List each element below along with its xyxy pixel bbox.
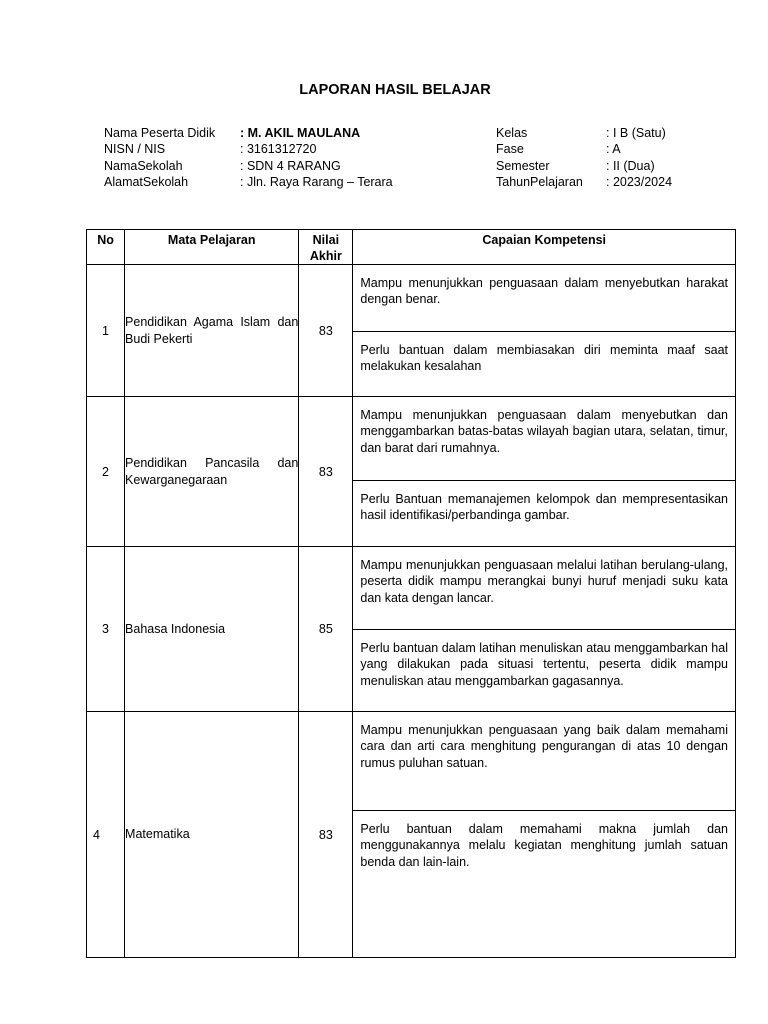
competency-needs-help: Perlu bantuan dalam latihan menuliskan atau menggambarkan hal yang dilakukan pada situasi tertentu, peserta didik mampu menuliskan atau menggambarkan gagasannya. [353,629,735,711]
table-row [87,547,736,712]
info-value: : SDN 4 RARANG [240,158,341,173]
subject-name: Pendidikan Pancasila dan Kewarganegaraan [125,397,299,547]
info-label: TahunPelajaran [496,174,583,189]
competency-cell [353,547,736,712]
subject-name: Pendidikan Agama Islam dan Budi Pekerti [125,265,299,397]
info-value: : 3161312720 [240,142,317,157]
info-row-semester [496,158,672,174]
info-row-alamat [104,174,393,190]
info-value: : I B (Satu) [606,126,666,140]
table-row [87,265,736,397]
competency-achieved: Mampu menunjukkan penguasaan yang baik dalam memahami cara dan arti cara menghitung pengurangan di atas 10 dengan rumus puluhan satuan. [360,723,728,770]
row-number: 3 [87,547,125,712]
student-info-left [104,125,393,190]
info-label: Semester [496,158,550,173]
final-score: 83 [299,265,353,397]
table-row [87,397,736,547]
subject-name: Matematika [125,712,299,958]
final-score: 83 [299,712,353,958]
row-number: 4 [87,712,125,958]
info-value: : A [606,142,621,157]
header-no: No [87,230,125,265]
info-label: NamaSekolah [104,158,183,173]
info-label: Kelas [496,126,528,140]
competency-needs-help: Perlu bantuan dalam membiasakan diri meminta maaf saat melakukan kesalahan [353,331,735,396]
final-score: 83 [299,397,353,547]
competency-cell [353,397,736,547]
student-info-right [496,125,672,190]
row-number: 2 [87,397,125,547]
competency-achieved: Mampu menunjukkan penguasaan dalam menyebutkan dan menggambarkan batas-batas wilayah bagian utara, selatan, timur, dan barat dari rumahnya. [360,408,728,455]
grades-table [86,229,736,958]
info-row-nama [104,125,393,141]
info-label: Fase [496,142,524,157]
info-row-fase [496,141,672,157]
info-value: : M. AKIL MAULANA [240,126,361,140]
competency-cell [353,265,736,397]
table-row [87,712,736,958]
competency-needs-help: Perlu Bantuan memanajemen kelompok dan mempresentasikan hasil identifikasi/perbandinga gambar. [353,480,735,546]
subject-name: Bahasa Indonesia [125,547,299,712]
header-nilai-akhir: Nilai Akhir [299,230,353,265]
table-header-row [87,230,736,265]
competency-achieved: Mampu menunjukkan penguasaan dalam menyebutkan harakat dengan benar. [360,276,728,307]
info-value: : 2023/2024 [606,174,673,189]
header-capaian: Capaian Kompetensi [353,230,736,265]
competency-needs-help: Perlu bantuan dalam memahami makna jumlah dan menggunakannya melalu kegiatan menghitung jumlah satuan benda dan lain-lain. [353,810,735,957]
info-row-kelas [496,125,672,141]
info-row-sekolah [104,158,393,174]
info-row-nisn [104,141,393,157]
info-value: : II (Dua) [606,158,655,173]
info-label: Nama Peserta Didik [104,126,216,140]
info-row-tahun [496,174,672,190]
info-label: NISN / NIS [104,142,166,157]
row-number: 1 [87,265,125,397]
info-value: : Jln. Raya Rarang – Terara [240,174,393,189]
header-mata-pelajaran: Mata Pelajaran [125,230,299,265]
page-title: LAPORAN HASIL BELAJAR [299,82,491,98]
info-label: AlamatSekolah [104,174,189,189]
final-score: 85 [299,547,353,712]
competency-cell [353,712,736,958]
competency-achieved: Mampu menunjukkan penguasaan melalui latihan berulang-ulang, peserta didik mampu merangkai bunyi huruf menjadi suku kata dan kata dengan lancar. [360,558,728,605]
